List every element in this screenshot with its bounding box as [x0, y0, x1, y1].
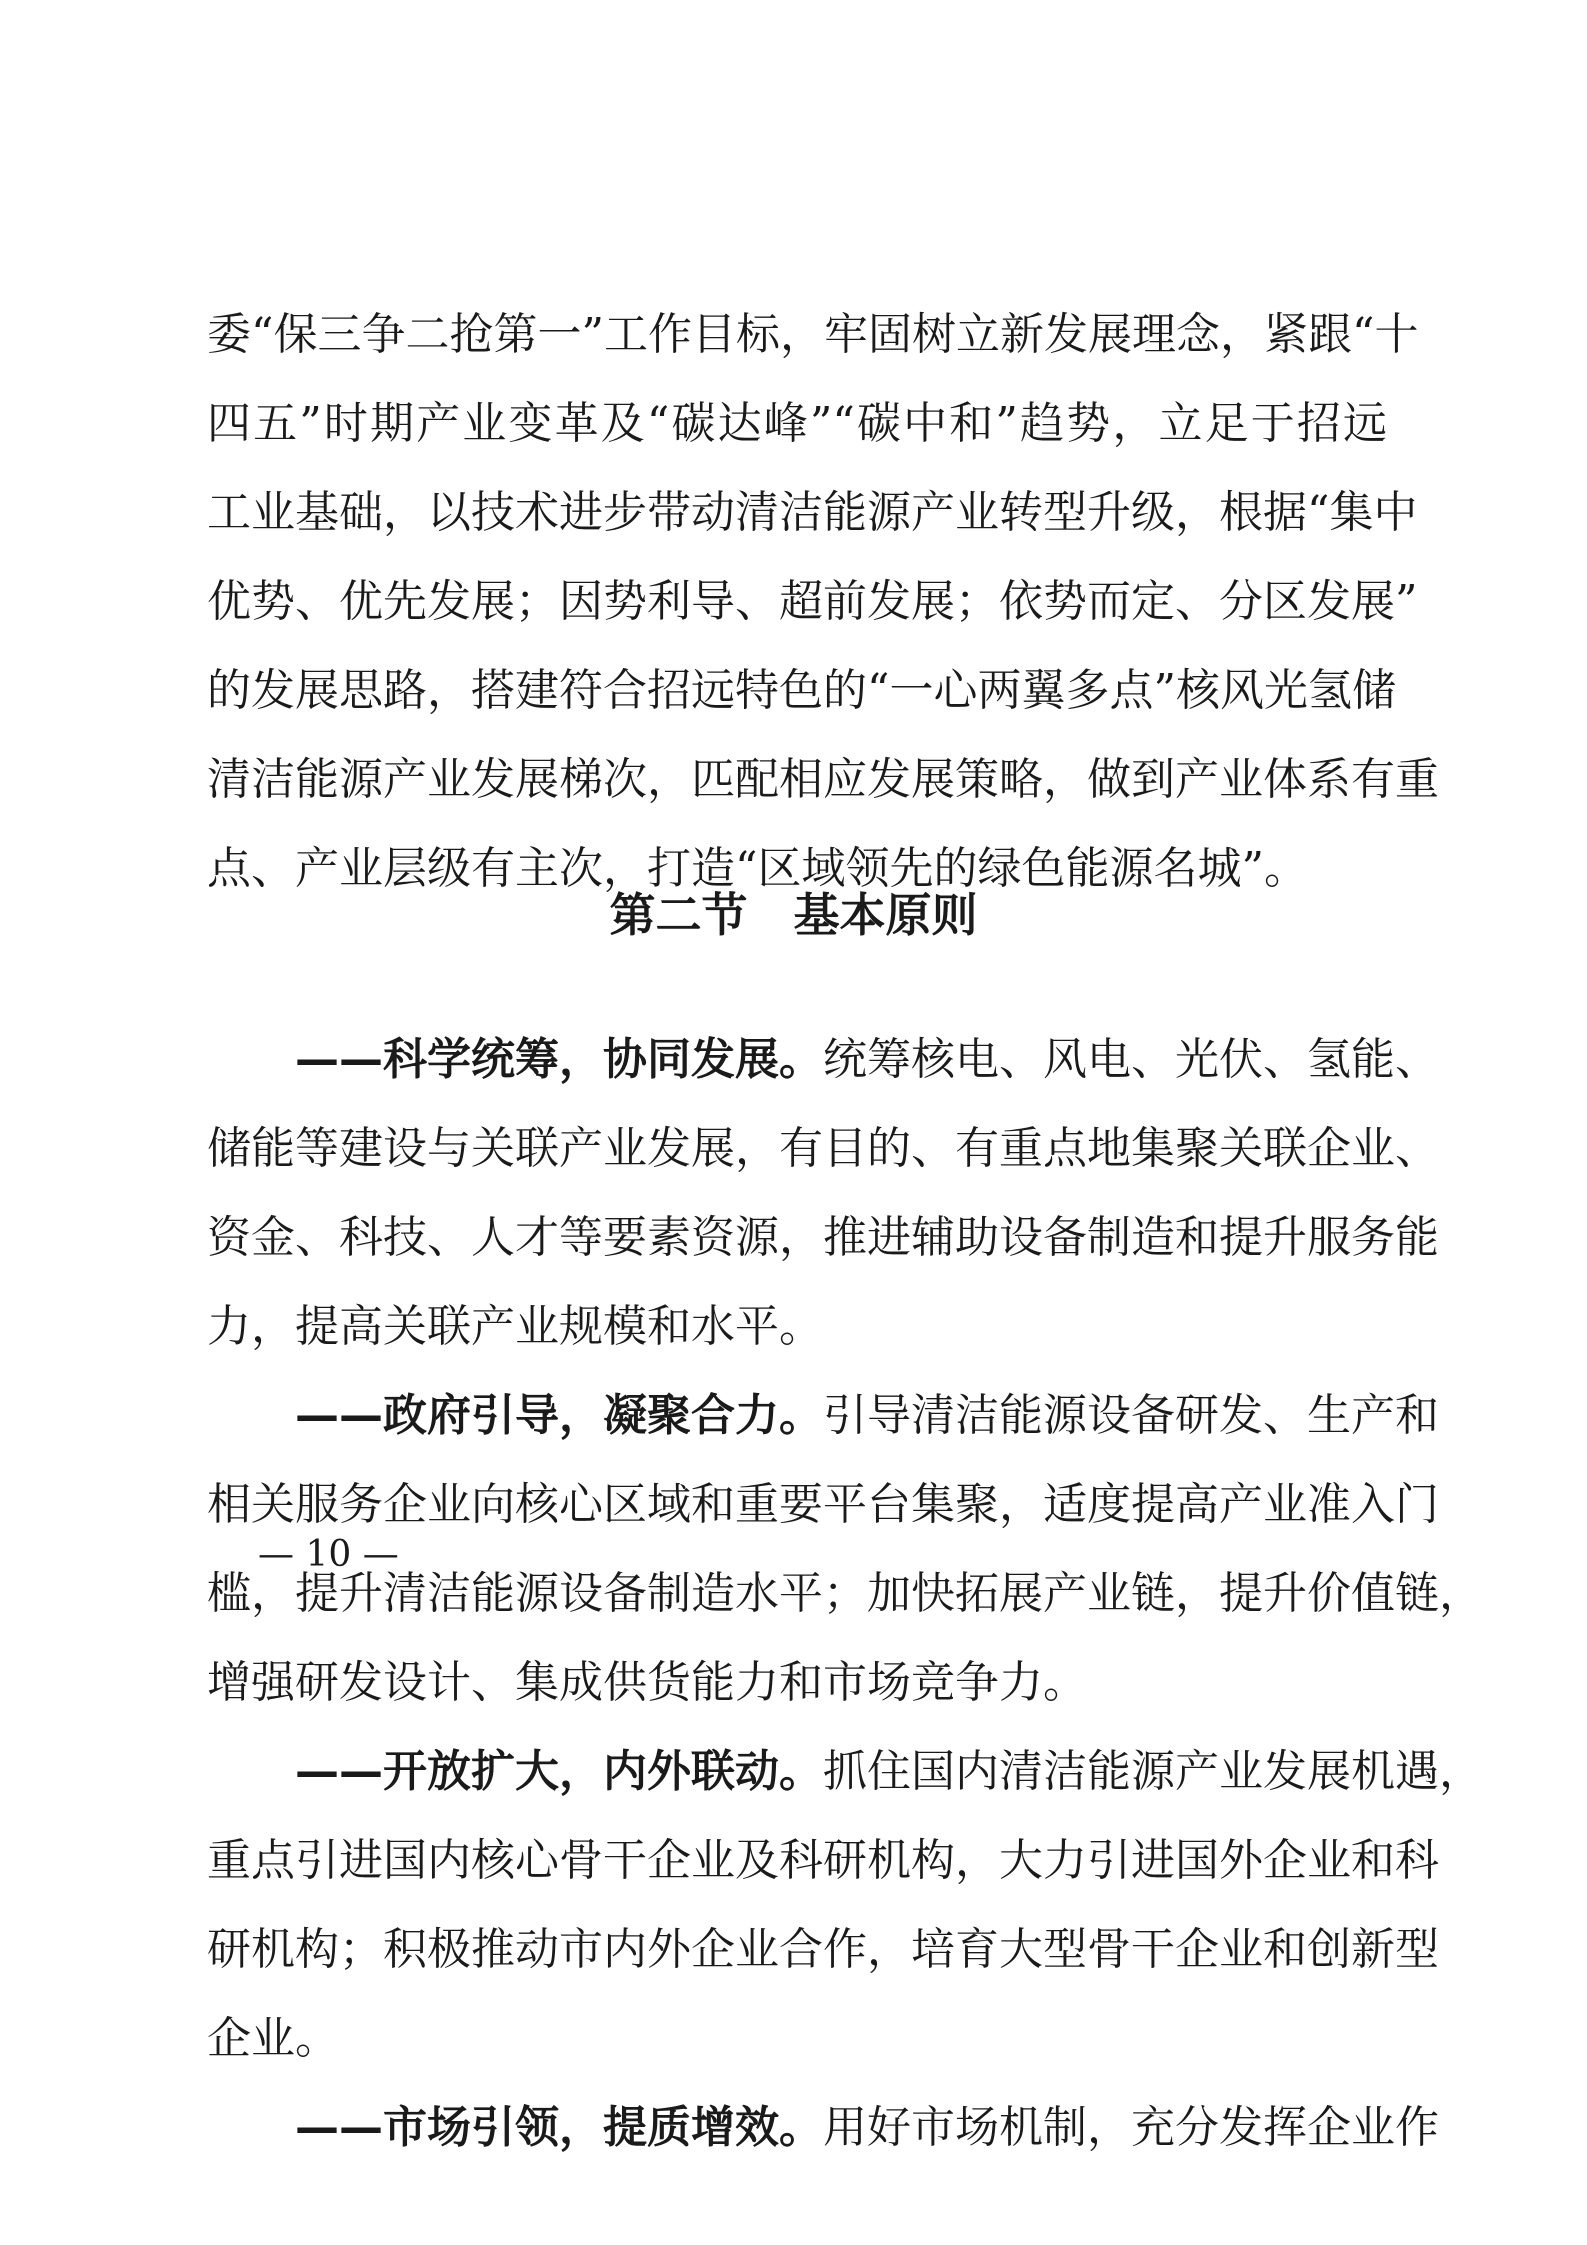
text-line: 增强研发设计、集成供货能力和市场竞争力。	[207, 1657, 1087, 1708]
principle-text: 统筹核电、风电、光伏、氢能、	[823, 1034, 1439, 1085]
principle-text: 抓住国内清洁能源产业发展机遇，	[823, 1746, 1483, 1797]
text-line: 优势、优先发展；因势利导、超前发展；依势而定、分区发展”	[207, 576, 1418, 627]
section-heading: 第二节 基本原则	[609, 888, 978, 942]
principle-paragraph	[207, 1015, 1439, 1371]
text-line: 相关服务企业向核心区域和重要平台集聚，适度提高产业准入门	[207, 1479, 1439, 1530]
principle-first-line	[207, 1371, 1439, 1460]
page-number: — 10 —	[258, 1534, 399, 1575]
text-line: 工业基础，以技术进步带动清洁能源产业转型升级，根据“集中	[207, 487, 1418, 538]
principle-title: ——科学统筹，协同发展。	[295, 1034, 823, 1085]
text-line: 的发展思路，搭建符合招远特色的“一心两翼多点”核风光氢储	[207, 665, 1396, 716]
text-line: 力，提高关联产业规模和水平。	[207, 1301, 823, 1352]
principle-first-line	[207, 1727, 1483, 1816]
intro-paragraph	[207, 290, 1439, 913]
text-line: 企业。	[207, 2013, 339, 2064]
principle-title: ——市场引领，提质增效。	[295, 2102, 823, 2153]
text-line: 储能等建设与关联产业发展，有目的、有重点地集聚关联企业、	[207, 1123, 1439, 1174]
principles-list	[207, 1015, 1483, 2172]
text-line: 四五”时期产业变革及“碳达峰”“碳中和”趋势，立足于招远	[207, 398, 1387, 449]
text-line: 槛，提升清洁能源设备制造水平；加快拓展产业链，提升价值链，	[207, 1568, 1483, 1619]
principle-title: ——开放扩大，内外联动。	[295, 1746, 823, 1797]
principle-title: ——政府引导，凝聚合力。	[295, 1390, 823, 1441]
text-line: 资金、科技、人才等要素资源，推进辅助设备制造和提升服务能	[207, 1212, 1439, 1263]
text-line: 清洁能源产业发展梯次，匹配相应发展策略，做到产业体系有重	[207, 754, 1439, 805]
principle-paragraph	[207, 1727, 1483, 2083]
text-line: 重点引进国内核心骨干企业及科研机构，大力引进国外企业和科	[207, 1835, 1439, 1886]
principle-paragraph	[207, 2083, 1439, 2172]
principle-text: 引导清洁能源设备研发、生产和	[823, 1390, 1439, 1441]
text-line: 点、产业层级有主次，打造“区域领先的绿色能源名城”。	[207, 843, 1308, 894]
principle-first-line	[207, 1015, 1439, 1104]
principle-text: 用好市场机制，充分发挥企业作	[823, 2102, 1439, 2153]
text-line: 委“保三争二抢第一”工作目标，牢固树立新发展理念，紧跟“十	[207, 309, 1419, 360]
text-line: 研机构；积极推动市内外企业合作，培育大型骨干企业和创新型	[207, 1924, 1439, 1975]
principle-first-line	[207, 2083, 1439, 2172]
